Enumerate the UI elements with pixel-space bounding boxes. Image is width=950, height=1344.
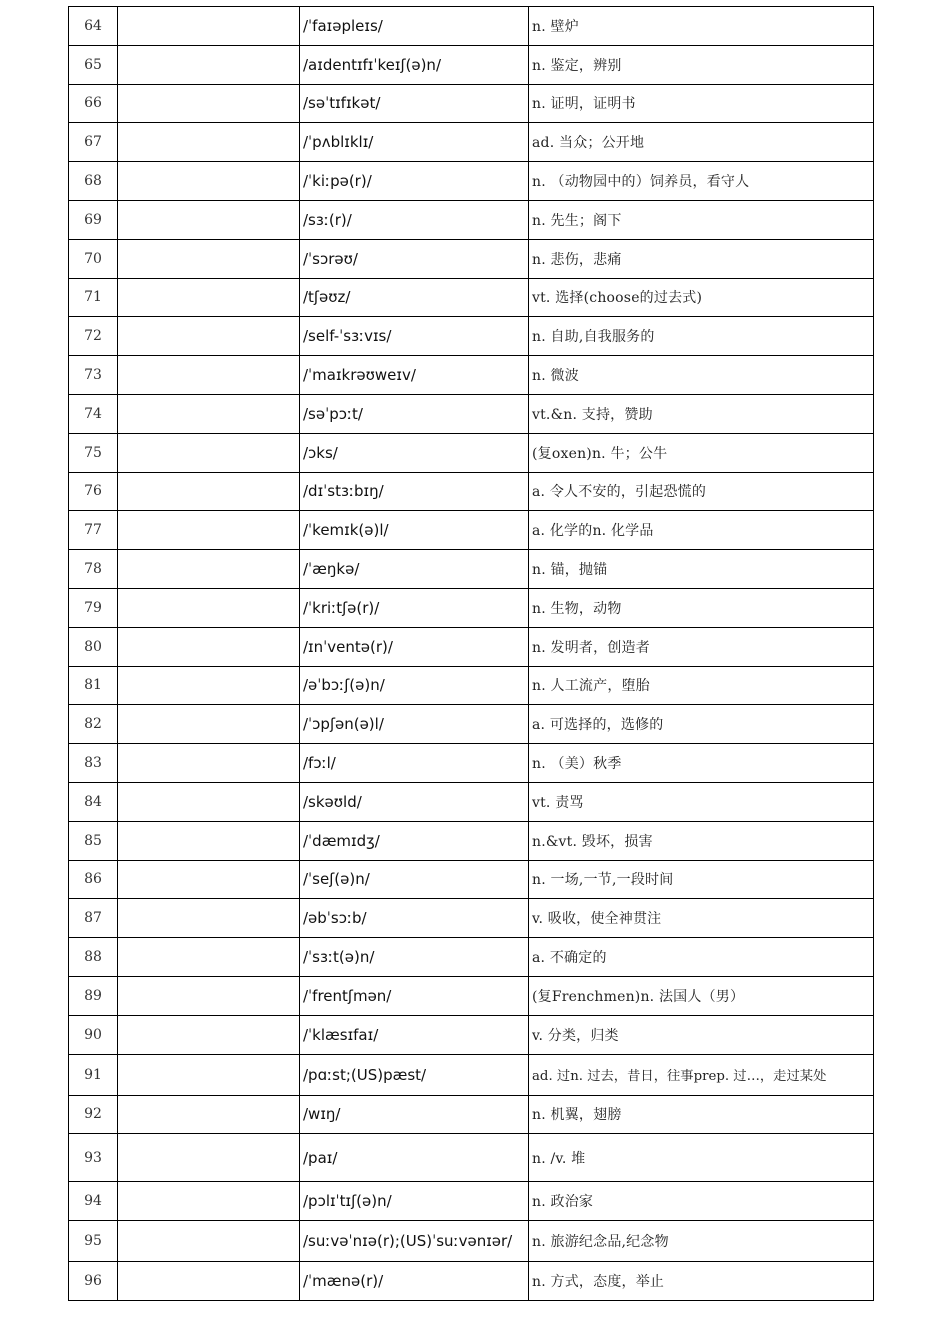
table-row: [69, 200, 874, 239]
row-number: 90: [69, 1015, 118, 1054]
word-cell: [118, 1221, 300, 1262]
row-number: 88: [69, 938, 118, 977]
word-cell: [118, 239, 300, 278]
definition-cell: a. 令人不安的，引起恐慌的: [529, 472, 874, 511]
definition-cell: n. 微波: [529, 356, 874, 395]
table-row: [69, 550, 874, 589]
word-cell: [118, 744, 300, 783]
definition-cell: a. 可选择的，选修的: [529, 705, 874, 744]
table-row: [69, 899, 874, 938]
table-row: [69, 938, 874, 977]
word-cell: [118, 550, 300, 589]
table-row: [69, 84, 874, 123]
row-number: 77: [69, 511, 118, 550]
definition-cell: n. 悲伤，悲痛: [529, 239, 874, 278]
table-row: [69, 45, 874, 84]
word-cell: [118, 1182, 300, 1221]
row-number: 68: [69, 162, 118, 201]
definition-cell: vt. 责骂: [529, 782, 874, 821]
phonetic-cell: /ˈɔpʃən(ə)l/: [300, 705, 529, 744]
word-cell: [118, 627, 300, 666]
row-number: 94: [69, 1182, 118, 1221]
word-cell: [118, 472, 300, 511]
word-cell: [118, 162, 300, 201]
phonetic-cell: /ˈsɜːt(ə)n/: [300, 938, 529, 977]
table-row: [69, 666, 874, 705]
row-number: 78: [69, 550, 118, 589]
row-number: 70: [69, 239, 118, 278]
word-cell: [118, 511, 300, 550]
definition-cell: n. （动物园中的）饲养员，看守人: [529, 162, 874, 201]
table-row: [69, 123, 874, 162]
row-number: 64: [69, 7, 118, 46]
table-row: [69, 976, 874, 1015]
phonetic-cell: /self-ˈsɜːvɪs/: [300, 317, 529, 356]
word-cell: [118, 821, 300, 860]
row-number: 76: [69, 472, 118, 511]
table-row: [69, 782, 874, 821]
table-row: [69, 394, 874, 433]
row-number: 92: [69, 1095, 118, 1134]
row-number: 86: [69, 860, 118, 899]
definition-cell: n. （美）秋季: [529, 744, 874, 783]
phonetic-cell: /skəʊld/: [300, 782, 529, 821]
definition-cell: vt. 选择(choose的过去式): [529, 278, 874, 317]
phonetic-cell: /dɪˈstɜːbɪŋ/: [300, 472, 529, 511]
phonetic-cell: /ˈfaɪəpleɪs/: [300, 7, 529, 46]
row-number: 75: [69, 433, 118, 472]
definition-cell: (复Frenchmen)n. 法国人（男）: [529, 976, 874, 1015]
phonetic-cell: /ˈpʌblɪklɪ/: [300, 123, 529, 162]
word-cell: [118, 705, 300, 744]
phonetic-cell: /aɪdentɪfɪˈkeɪʃ(ə)n/: [300, 45, 529, 84]
phonetic-cell: /ˈfrentʃmən/: [300, 976, 529, 1015]
table-row: [69, 1221, 874, 1262]
vocabulary-table-body: [69, 7, 874, 1301]
word-cell: [118, 123, 300, 162]
phonetic-cell: /fɔːl/: [300, 744, 529, 783]
row-number: 79: [69, 588, 118, 627]
table-row: [69, 1095, 874, 1134]
table-row: [69, 705, 874, 744]
row-number: 89: [69, 976, 118, 1015]
row-number: 80: [69, 627, 118, 666]
phonetic-cell: /ɔks/: [300, 433, 529, 472]
word-cell: [118, 1054, 300, 1095]
phonetic-cell: /pɑːst;(US)pæst/: [300, 1054, 529, 1095]
phonetic-cell: /səˈtɪfɪkət/: [300, 84, 529, 123]
definition-cell: n. 生物，动物: [529, 588, 874, 627]
definition-cell: ad. 过n. 过去，昔日，往事prep. 过…，走过某处: [529, 1054, 874, 1095]
row-number: 82: [69, 705, 118, 744]
phonetic-cell: /ˈmaɪkrəʊweɪv/: [300, 356, 529, 395]
table-row: [69, 1262, 874, 1301]
table-row: [69, 1182, 874, 1221]
phonetic-cell: /ˈkiːpə(r)/: [300, 162, 529, 201]
word-cell: [118, 782, 300, 821]
table-row: [69, 356, 874, 395]
word-cell: [118, 666, 300, 705]
row-number: 65: [69, 45, 118, 84]
word-cell: [118, 588, 300, 627]
phonetic-cell: /paɪ/: [300, 1134, 529, 1182]
phonetic-cell: /ˈseʃ(ə)n/: [300, 860, 529, 899]
word-cell: [118, 45, 300, 84]
word-cell: [118, 1134, 300, 1182]
definition-cell: n. 壁炉: [529, 7, 874, 46]
word-cell: [118, 1095, 300, 1134]
definition-cell: n.&vt. 毁坏，损害: [529, 821, 874, 860]
phonetic-cell: /ˈkemɪk(ə)l/: [300, 511, 529, 550]
definition-cell: v. 分类，归类: [529, 1015, 874, 1054]
row-number: 74: [69, 394, 118, 433]
definition-cell: n. 机翼，翅膀: [529, 1095, 874, 1134]
word-cell: [118, 899, 300, 938]
row-number: 87: [69, 899, 118, 938]
definition-cell: a. 化学的n. 化学品: [529, 511, 874, 550]
definition-cell: n. 方式，态度，举止: [529, 1262, 874, 1301]
table-row: [69, 588, 874, 627]
word-cell: [118, 84, 300, 123]
phonetic-cell: /ˈmænə(r)/: [300, 1262, 529, 1301]
definition-cell: n. 人工流产，堕胎: [529, 666, 874, 705]
phonetic-cell: /səˈpɔːt/: [300, 394, 529, 433]
row-number: 66: [69, 84, 118, 123]
table-row: [69, 1134, 874, 1182]
word-cell: [118, 433, 300, 472]
table-row: [69, 317, 874, 356]
row-number: 84: [69, 782, 118, 821]
table-row: [69, 744, 874, 783]
phonetic-cell: /ɪnˈventə(r)/: [300, 627, 529, 666]
definition-cell: v. 吸收，使全神贯注: [529, 899, 874, 938]
word-cell: [118, 317, 300, 356]
definition-cell: (复oxen)n. 牛；公牛: [529, 433, 874, 472]
word-cell: [118, 7, 300, 46]
row-number: 91: [69, 1054, 118, 1095]
definition-cell: vt.&n. 支持，赞助: [529, 394, 874, 433]
definition-cell: n. 证明，证明书: [529, 84, 874, 123]
word-cell: [118, 860, 300, 899]
definition-cell: n. 一场,一节,一段时间: [529, 860, 874, 899]
word-cell: [118, 278, 300, 317]
table-row: [69, 821, 874, 860]
table-row: [69, 433, 874, 472]
word-cell: [118, 1262, 300, 1301]
definition-cell: n. 旅游纪念品,纪念物: [529, 1221, 874, 1262]
phonetic-cell: /ˈklæsɪfaɪ/: [300, 1015, 529, 1054]
table-row: [69, 239, 874, 278]
definition-cell: n. 锚，抛锚: [529, 550, 874, 589]
row-number: 72: [69, 317, 118, 356]
phonetic-cell: /ˈsɔrəʊ/: [300, 239, 529, 278]
table-row: [69, 1054, 874, 1095]
row-number: 85: [69, 821, 118, 860]
definition-cell: n. 鉴定，辨别: [529, 45, 874, 84]
definition-cell: n. 自助,自我服务的: [529, 317, 874, 356]
word-cell: [118, 976, 300, 1015]
row-number: 95: [69, 1221, 118, 1262]
phonetic-cell: /ˈdæmɪdʒ/: [300, 821, 529, 860]
phonetic-cell: /tʃəʊz/: [300, 278, 529, 317]
row-number: 96: [69, 1262, 118, 1301]
row-number: 67: [69, 123, 118, 162]
row-number: 83: [69, 744, 118, 783]
definition-cell: n. /v. 堆: [529, 1134, 874, 1182]
table-row: [69, 627, 874, 666]
word-cell: [118, 394, 300, 433]
table-row: [69, 7, 874, 46]
phonetic-cell: /wɪŋ/: [300, 1095, 529, 1134]
phonetic-cell: /ˈkriːtʃə(r)/: [300, 588, 529, 627]
row-number: 71: [69, 278, 118, 317]
word-cell: [118, 1015, 300, 1054]
row-number: 73: [69, 356, 118, 395]
definition-cell: n. 先生；阁下: [529, 200, 874, 239]
phonetic-cell: /əbˈsɔːb/: [300, 899, 529, 938]
table-row: [69, 860, 874, 899]
table-row: [69, 472, 874, 511]
phonetic-cell: /sɜː(r)/: [300, 200, 529, 239]
vocabulary-table: [68, 6, 874, 1301]
phonetic-cell: /əˈbɔːʃ(ə)n/: [300, 666, 529, 705]
phonetic-cell: /suːvəˈnɪə(r);(US)ˈsuːvənɪər/: [300, 1221, 529, 1262]
word-cell: [118, 938, 300, 977]
table-row: [69, 162, 874, 201]
definition-cell: n. 政治家: [529, 1182, 874, 1221]
definition-cell: a. 不确定的: [529, 938, 874, 977]
row-number: 93: [69, 1134, 118, 1182]
row-number: 69: [69, 200, 118, 239]
phonetic-cell: /pɔlɪˈtɪʃ(ə)n/: [300, 1182, 529, 1221]
table-row: [69, 511, 874, 550]
word-cell: [118, 200, 300, 239]
definition-cell: ad. 当众；公开地: [529, 123, 874, 162]
vocabulary-sheet: [68, 6, 873, 1301]
table-row: [69, 278, 874, 317]
definition-cell: n. 发明者，创造者: [529, 627, 874, 666]
row-number: 81: [69, 666, 118, 705]
word-cell: [118, 356, 300, 395]
table-row: [69, 1015, 874, 1054]
phonetic-cell: /ˈæŋkə/: [300, 550, 529, 589]
